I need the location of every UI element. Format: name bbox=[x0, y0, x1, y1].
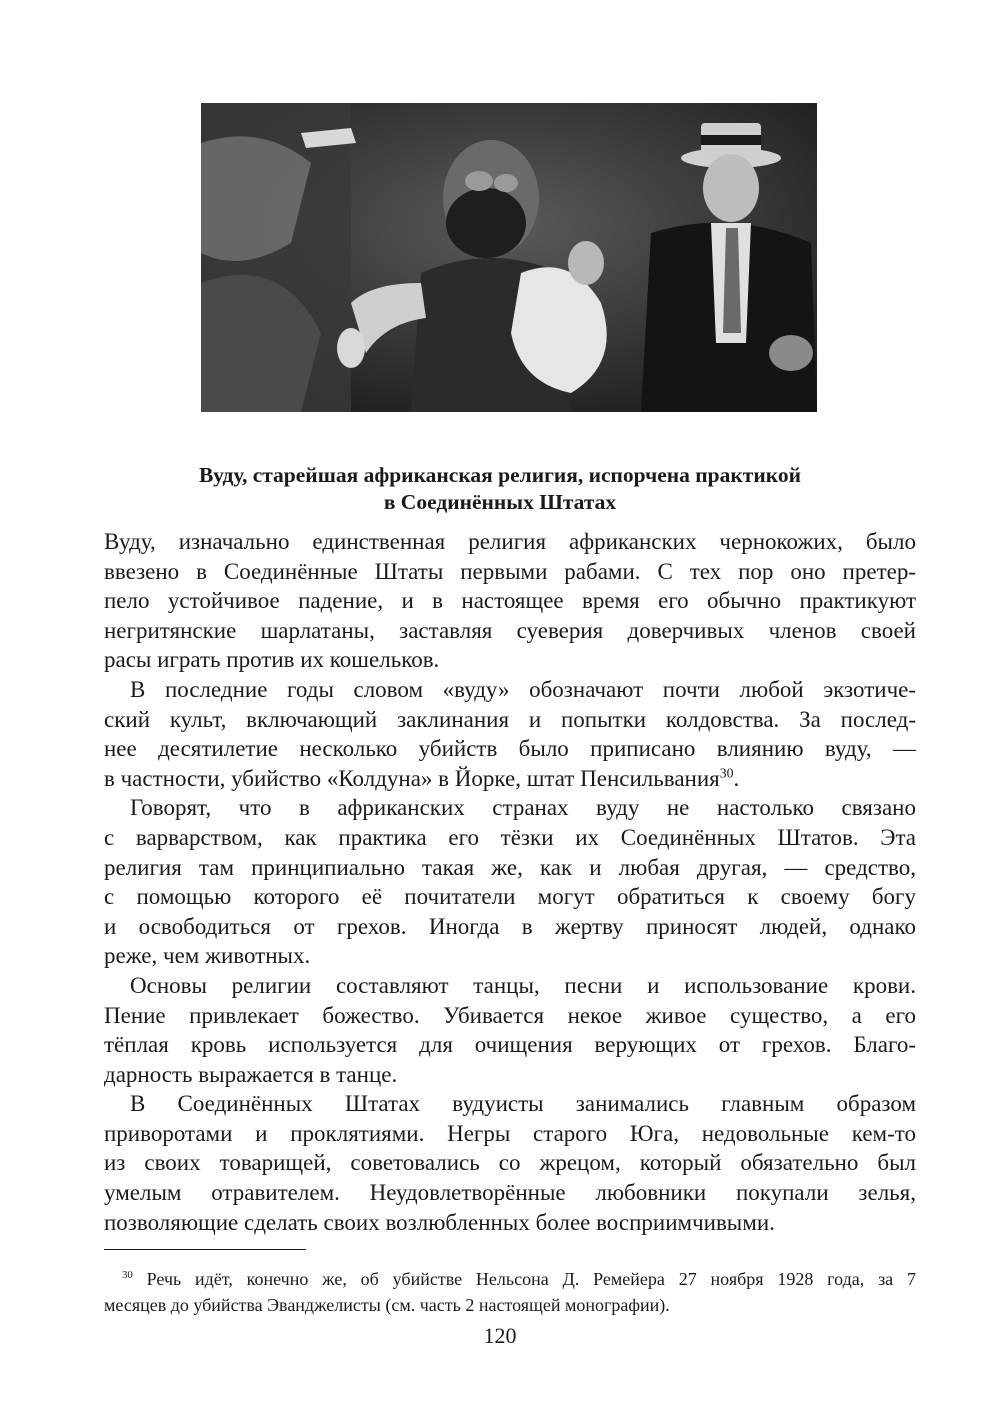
text-line: нее десятилетие несколько убийств было приписано влиянию вуду, — bbox=[104, 736, 916, 762]
paragraph-3 bbox=[104, 793, 916, 971]
article-heading bbox=[104, 462, 896, 516]
text-line: пело устойчивое падение, и в настоящее время его обычно практикуют bbox=[104, 588, 916, 614]
heading-line-2: в Соединённых Штатах bbox=[383, 490, 617, 514]
footnote-line-1 bbox=[104, 1266, 916, 1292]
text-line: дарность выражается в танце. bbox=[104, 1061, 398, 1087]
text-line: В последние годы словом «вуду» обозначают почти любой экзотиче- bbox=[130, 676, 916, 702]
page-number: 120 bbox=[483, 1323, 517, 1348]
text-line-with-footnote bbox=[104, 764, 916, 794]
text-line: Основы религии составляют танцы, песни и использование крови. bbox=[130, 972, 916, 998]
text-line: религия там принципиально такая же, как и любая другая, — средство, bbox=[104, 854, 916, 880]
text-line: с помощью которого её почитатели могут обратиться к своему богу bbox=[104, 884, 916, 910]
text-line: В Соединённых Штатах вудуисты занимались главным образом bbox=[130, 1091, 916, 1117]
text-line: ввезено в Соединённые Штаты первыми рабами. С тех пор оно претер- bbox=[104, 558, 916, 584]
footnote-line-2: месяцев до убийства Эванджелисты (см. часть 2 настоящей монографии). bbox=[104, 1295, 670, 1315]
text-line: в частности, убийство «Колдуна» в Йорке, штат Пенсильвания bbox=[104, 765, 720, 791]
paragraph-2 bbox=[104, 675, 916, 793]
article-body bbox=[104, 527, 916, 1237]
text-line: Вуду, изначально единственная религия африканских чернокожих, было bbox=[104, 529, 916, 554]
paragraph-1 bbox=[104, 527, 916, 675]
text-line: приворотами и проклятиями. Негры старого Юга, недовольные кем-то bbox=[104, 1120, 916, 1146]
text-line: Пение привлекает божество. Убивается некое живое существо, а его bbox=[104, 1002, 916, 1028]
text-line: тёплая кровь используется для очищения верующих от грехов. Благо- bbox=[104, 1032, 916, 1058]
footnote-divider bbox=[104, 1249, 306, 1250]
text-line: и освободиться от грехов. Иногда в жертву приносят людей, однако bbox=[104, 913, 916, 939]
text-line: реже, чем животных. bbox=[104, 943, 311, 969]
text-line: негритянские шарлатаны, заставляя суеверия доверчивых членов своей bbox=[104, 617, 916, 643]
text-line: расы играть против их кошельков. bbox=[104, 647, 440, 673]
photo-illustration bbox=[201, 103, 817, 412]
text-line: умелым отравителем. Неудовлетворённые любовники покупали зелья, bbox=[104, 1180, 916, 1206]
footnote-reference[interactable]: 30 bbox=[719, 765, 734, 781]
text-line: ский культ, включающий заклинания и попытки колдовства. За послед- bbox=[104, 706, 916, 732]
paragraph-5 bbox=[104, 1089, 916, 1237]
text-line: Говорят, что в африканских странах вуду не настолько связано bbox=[130, 795, 916, 821]
text-line: из своих товарищей, советовались со жрецом, который обязательно был bbox=[104, 1150, 916, 1176]
footnote-number: 30 bbox=[122, 1269, 133, 1281]
text-line: позволяющие сделать своих возлюбленных более восприимчивыми. bbox=[104, 1209, 775, 1235]
footnote-text: Речь идёт, конечно же, об убийстве Нельсона Д. Ремейера 27 ноября 1928 года, за 7 bbox=[146, 1269, 916, 1289]
sentence-end: . bbox=[733, 765, 740, 791]
text-line: с варварством, как практика его тёзки их Соединённых Штатов. Эта bbox=[104, 824, 916, 850]
footnote bbox=[104, 1266, 916, 1318]
heading-line-1: Вуду, старейшая африканская религия, испорчена практикой bbox=[199, 463, 801, 487]
paragraph-4 bbox=[104, 971, 916, 1089]
archival-photo bbox=[201, 103, 817, 412]
